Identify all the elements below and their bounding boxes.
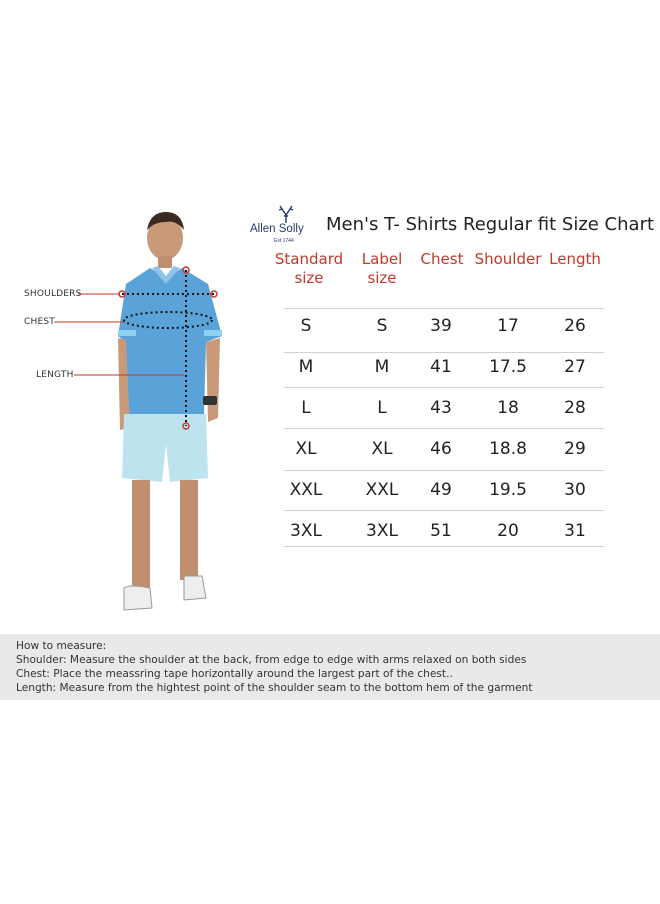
header-shoulder: Shoulder (474, 250, 542, 268)
table-cell: 28 (564, 398, 586, 418)
table-cell: L (301, 398, 311, 418)
table-cell: M (298, 357, 314, 377)
callout-shoulders: SHOULDERS (24, 289, 82, 299)
table-divider (284, 352, 604, 353)
table-cell: 26 (564, 316, 586, 336)
table-cell: 30 (564, 480, 586, 500)
table-cell: 49 (430, 480, 452, 500)
model-figure (0, 200, 260, 630)
table-cell: 46 (430, 439, 452, 459)
table-cell: 31 (564, 521, 586, 541)
how-to-measure-box (0, 634, 660, 700)
table-divider (284, 308, 604, 309)
table-cell: XL (371, 439, 393, 459)
callout-chest: CHEST (24, 317, 55, 327)
header-chest: Chest (420, 250, 464, 268)
brand-name: Allen Solly (250, 223, 304, 235)
table-cell: 18 (497, 398, 519, 418)
how-to-measure-shoulder: Shoulder: Measure the shoulder at the back, from edge to edge with arms relaxed on both sides (16, 654, 527, 666)
chart-title: Men's T- Shirts Regular fit Size Chart (326, 214, 655, 235)
brand-est: Est 1744 (274, 238, 294, 244)
header-standard-size: Standard size (274, 250, 344, 287)
table-cell: XXL (365, 480, 399, 500)
callout-length: LENGTH (36, 370, 74, 380)
table-cell: 43 (430, 398, 452, 418)
table-divider (284, 428, 604, 429)
table-cell: 3XL (290, 521, 322, 541)
table-cell: 51 (430, 521, 452, 541)
table-cell: L (377, 398, 387, 418)
table-cell: 41 (430, 357, 452, 377)
stag-icon (276, 205, 296, 225)
header-label-size: Label size (361, 250, 403, 287)
table-cell: 3XL (366, 521, 398, 541)
table-cell: XXL (289, 480, 323, 500)
table-cell: S (376, 316, 388, 336)
table-cell: 29 (564, 439, 586, 459)
how-to-measure-chest: Chest: Place the meassring tape horizontally around the largest part of the chest.. (16, 668, 453, 680)
table-cell: 17.5 (489, 357, 527, 377)
table-cell: 20 (497, 521, 519, 541)
table-cell: 27 (564, 357, 586, 377)
header-length: Length (549, 250, 601, 268)
table-cell: 18.8 (489, 439, 527, 459)
table-divider (284, 387, 604, 388)
brand-logo (250, 205, 324, 245)
table-divider (284, 470, 604, 471)
table-cell: XL (295, 439, 317, 459)
table-cell: 39 (430, 316, 452, 336)
table-divider (284, 546, 604, 547)
model-shorts (122, 414, 208, 482)
how-to-measure-length: Length: Measure from the hightest point of the shoulder seam to the bottom hem of the garment (16, 682, 533, 694)
table-divider (284, 510, 604, 511)
how-to-measure-heading: How to measure: (16, 640, 107, 652)
table-cell: 19.5 (489, 480, 527, 500)
table-cell: 17 (497, 316, 519, 336)
table-cell: S (300, 316, 312, 336)
table-cell: M (374, 357, 390, 377)
